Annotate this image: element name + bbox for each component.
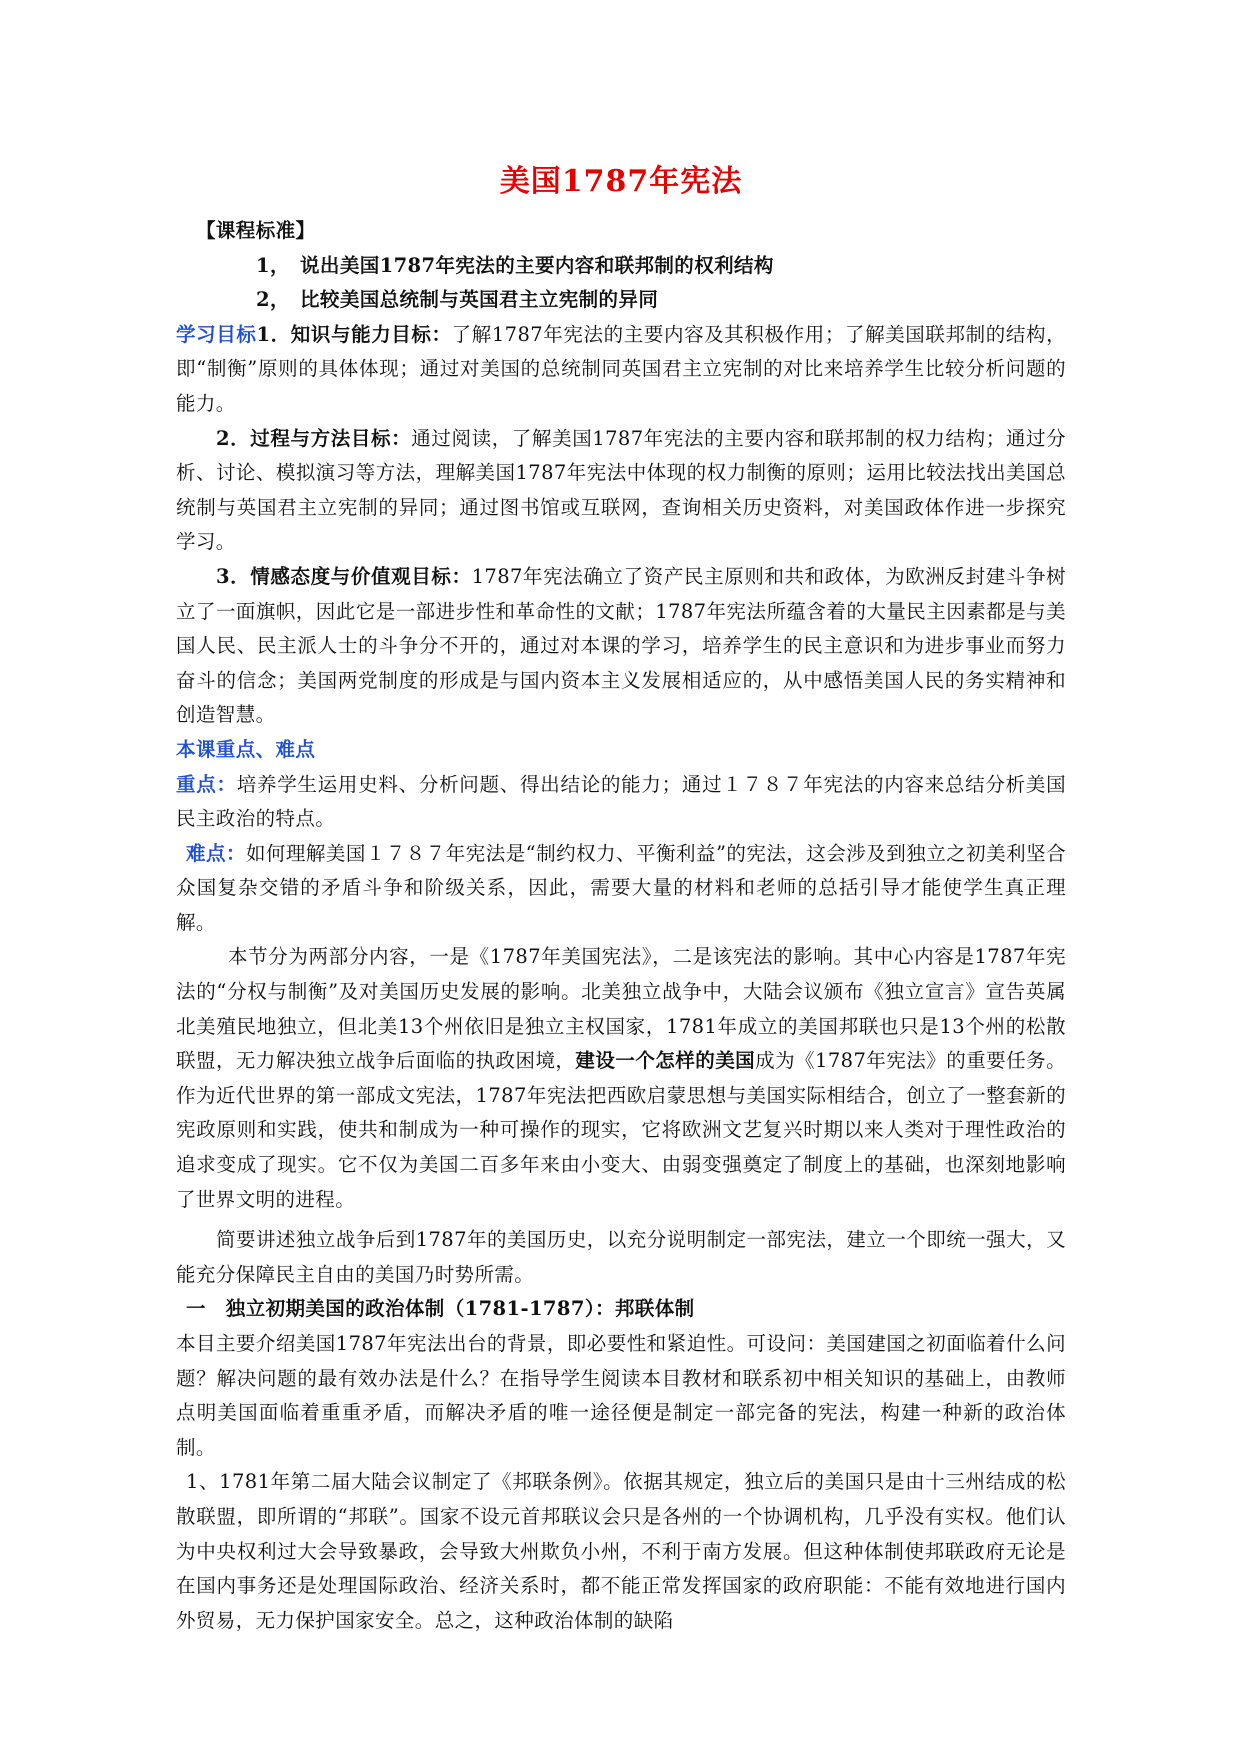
goal-1 bbox=[176, 318, 1066, 422]
difficult-point bbox=[176, 837, 1066, 941]
document-page bbox=[176, 160, 1066, 1638]
document-title: 美国1787年宪法 bbox=[499, 164, 743, 199]
goal-2-heading: 2．过程与方法目标： bbox=[216, 426, 412, 450]
key-point bbox=[176, 768, 1066, 837]
goals-label: 学习目标 bbox=[176, 322, 257, 346]
goal-3-heading: 3．情感态度与价值观目标： bbox=[216, 564, 472, 588]
key-point-text: 培养学生运用史料、分析问题、得出结论的能力；通过１７８７年宪法的内容来总结分析美国民主政治的特点。 bbox=[176, 772, 1067, 831]
goal-2 bbox=[176, 422, 1066, 560]
intro-text-a: 本节分为两部分内容，一是《1787年美国宪法》，二是该宪法的影响。其中心内容是1787年宪法的“分权与制衡”及对美国历史发展的影响。北美独立战争中，大陆会议颁布《独立宣言》宣告英属北美殖民地独立，但北美13个州依旧是独立主权国家，1781年成立的美国邦联也只是13个州的松散联盟，无力解决独立战争后面临的执政困境， bbox=[176, 945, 1066, 1073]
section-1-paragraph-1: 本目主要介绍美国1787年宪法出台的背景，即必要性和紧迫性。可设问：美国建国之初面临着什么问题？解决问题的最有效办法是什么？在指导学生阅读本目教材和联系初中相关知识的基础上，由教师点明美国面临着重重矛盾，而解决矛盾的唯一途径便是制定一部完备的宪法，构建一种新的政治体制。 bbox=[176, 1332, 1066, 1459]
standard-item-1: 1， 说出美国1787年宪法的主要内容和联邦制的权利结构 bbox=[256, 253, 774, 277]
goal-1-heading: 1．知识与能力目标： bbox=[256, 322, 452, 346]
section-1-heading: 一 独立初期美国的政治体制（1781-1787）：邦联体制 bbox=[186, 1297, 695, 1321]
goal-1-text: 了解1787年宪法的主要内容及其积极作用；了解美国联邦制的结构，即“制衡”原则的具体体现；通过对美国的总统制同英国君主立宪制的对比来培养学生比较分析问题的能力。 bbox=[176, 322, 1066, 415]
difficult-point-label: 难点： bbox=[186, 841, 246, 865]
intro-emphasis: 建设一个怎样的美国 bbox=[575, 1049, 756, 1073]
goal-2-text: 通过阅读，了解美国1787年宪法的主要内容和联邦制的权力结构；通过分析、讨论、模拟演习等方法，理解美国1787年宪法中体现的权力制衡的原则；运用比较法找出美国总统制与英国君主立宪制的异同；通过图书馆或互联网，查询相关历史资料，对美国政体作进一步探究学习。 bbox=[176, 426, 1066, 554]
key-point-label: 重点： bbox=[176, 772, 237, 796]
standard-heading: 【课程标准】 bbox=[196, 219, 316, 242]
section-1-paragraph-2: 1、1781年第二届大陆会议制定了《邦联条例》。依据其规定，独立后的美国只是由十三州结成的松散联盟，即所谓的“邦联”。国家不设元首邦联议会只是各州的一个协调机构，几乎没有实权。他们认为中央权利过大会导致暴政，会导致大州欺负小州，不利于南方发展。但这种体制使邦联政府无论是在国内事务还是处理国际政治、经济关系时，都不能正常发挥国家的政府职能：不能有效地进行国内外贸易，无力保护国家安全。总之，这种政治体制的缺陷 bbox=[176, 1470, 1066, 1632]
intro-paragraph-1 bbox=[176, 940, 1066, 1217]
intro-paragraph-2: 简要讲述独立战争后到1787年的美国历史，以充分说明制定一部宪法，建立一个即统一强大，又能充分保障民主自由的美国乃时势所需。 bbox=[176, 1228, 1066, 1286]
goal-3 bbox=[176, 560, 1066, 733]
goal-3-text: 1787年宪法确立了资产民主原则和共和政体，为欧洲反封建斗争树立了一面旗帜，因此它是一部进步性和革命性的文献；1787年宪法所蕴含着的大量民主因素都是与美国人民、民主派人士的斗争分不开的，通过对本课的学习，培养学生的民主意识和为进步事业而努力奋斗的信念；美国两党制度的形成是与国内资本主义发展相适应的，从中感悟美国人民的务实精神和创造智慧。 bbox=[176, 564, 1066, 727]
difficult-point-text: 如何理解美国１７８７年宪法是“制约权力、平衡利益”的宪法，这会涉及到独立之初美利坚合众国复杂交错的矛盾斗争和阶级关系，因此，需要大量的材料和老师的总括引导才能使学生真正理解。 bbox=[176, 841, 1066, 934]
intro-text-b: 成为《1787年宪法》的重要任务。作为近代世界的第一部成文宪法，1787年宪法把西欧启蒙思想与美国实际相结合，创立了一整套新的宪政原则和实践，使共和制成为一种可操作的现实，它将欧洲文艺复兴时期以来人类对于理性政治的追求变成了现实。它不仅为美国二百多年来由小变大、由弱变强奠定了制度上的基础，也深刻地影响了世界文明的进程。 bbox=[176, 1049, 1066, 1211]
key-points-heading: 本课重点、难点 bbox=[176, 737, 316, 761]
standard-item-2: 2， 比较美国总统制与英国君主立宪制的异同 bbox=[256, 288, 659, 312]
